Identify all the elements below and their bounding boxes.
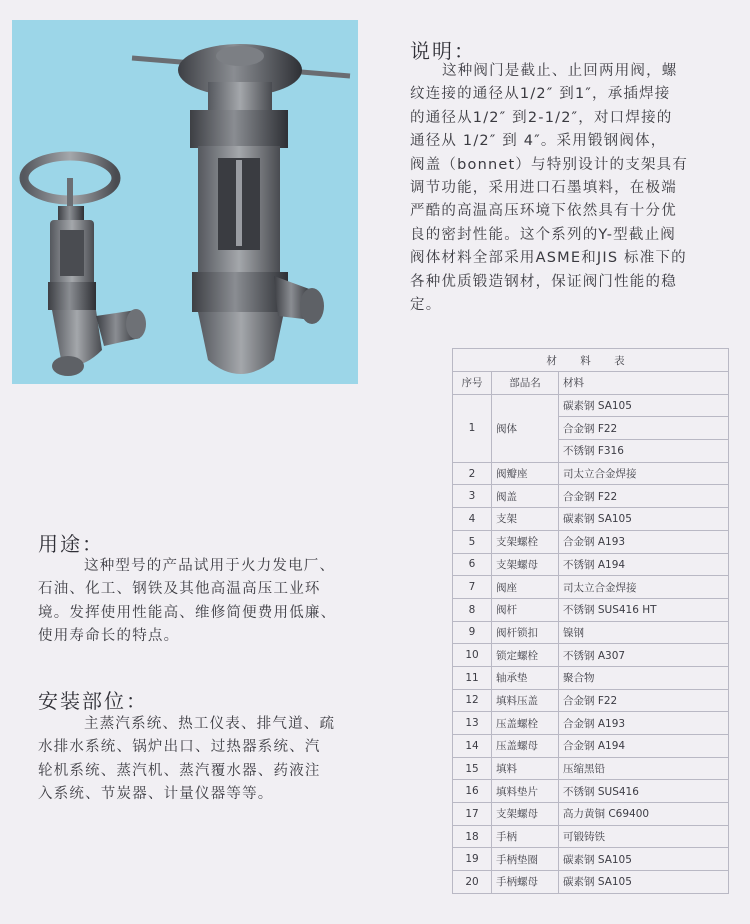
table-row [453,553,729,576]
cell-no: 17 [453,803,492,826]
valve-photo [12,20,358,384]
table-row [453,712,729,735]
cell-part: 填料 [492,757,559,780]
cell-part: 手柄 [492,825,559,848]
description-line: 定。 [410,297,442,314]
cell-material: 聚合物 [559,666,729,689]
table-body [453,462,729,893]
table-title: 材 料 表 [453,349,729,372]
cell-part: 阀座 [492,576,559,599]
cell-material: 碳素钢 SA105 [559,508,729,531]
cell-no: 13 [453,712,492,735]
table-row [453,757,729,780]
description-line: 这种阀门是截止、止回两用阀，螺 [442,63,678,79]
install-line: 主蒸汽系统、热工仪表、排气道、疏 [84,716,336,732]
cell-no: 2 [453,462,492,485]
table-row [453,780,729,803]
cell-material: 司太立合金焊接 [559,462,729,485]
cell-no: 1 [453,394,492,462]
description-line: 各种优质锻造钢材，保证阀门性能的稳 [410,273,677,290]
cell-material: 司太立合金焊接 [559,576,729,599]
cell-material: 不锈钢 A307 [559,644,729,667]
cell-part: 阀体 [492,394,559,462]
table-row [453,621,729,644]
cell-material: 不锈钢 SUS416 [559,780,729,803]
cell-no: 8 [453,598,492,621]
usage-text [38,555,398,649]
usage-line: 石油、化工、钢铁及其他高温高压工业环 [38,581,321,598]
table-row [453,735,729,758]
description-line: 良的密封性能。这个系列的Y-型截止阀 [410,226,676,243]
cell-no: 6 [453,553,492,576]
cell-material: 碳素钢 SA105 [559,848,729,871]
cell-material: 合金钢 F22 [559,689,729,712]
cell-part: 支架螺母 [492,553,559,576]
install-line: 轮机系统、蒸汽机、蒸汽覆水器、药液注 [38,762,321,779]
header-material: 材料 [559,372,729,395]
cell-material: 可锻铸铁 [559,825,729,848]
table-row [453,644,729,667]
cell-material: 合金钢 A193 [559,712,729,735]
cell-part: 阀杆锁扣 [492,621,559,644]
cell-part: 阀瓣座 [492,462,559,485]
install-heading: 安装部位： [38,689,148,713]
table-row [453,530,729,553]
install-line: 水排水系统、锅炉出口、过热器系统、汽 [38,739,321,756]
description-line: 的通径从1/2″ 到2-1/2″，对口焊接的 [410,109,673,126]
cell-no: 7 [453,576,492,599]
cell-material: 合金钢 A194 [559,735,729,758]
cell-material: 合金钢 A193 [559,530,729,553]
cell-no: 19 [453,848,492,871]
cell-no: 14 [453,735,492,758]
header-part: 部品名 [492,372,559,395]
description-line: 通径从 1/2″ 到 4″。采用锻钢阀体， [410,133,667,150]
cell-material: 不锈钢 SUS416 HT [559,598,729,621]
table-row [453,871,729,894]
cell-part: 轴承垫 [492,666,559,689]
table-row [453,666,729,689]
description-heading: 说明： [410,39,476,63]
table-row [453,689,729,712]
install-text [38,713,398,807]
large-valve [132,44,350,374]
table-row [453,485,729,508]
table-row [453,803,729,826]
cell-no: 9 [453,621,492,644]
cell-no: 20 [453,871,492,894]
description-line: 阀盖（bonnet）与特别设计的支架具有 [410,156,689,173]
usage-line: 使用寿命长的特点。 [38,628,180,645]
cell-part: 支架螺栓 [492,530,559,553]
table-row [453,848,729,871]
cell-no: 3 [453,485,492,508]
table-header-row [453,372,729,395]
cell-no: 4 [453,508,492,531]
table-row [453,508,729,531]
cell-part: 支架螺母 [492,803,559,826]
cell-material: 高力黄铜 C69400 [559,803,729,826]
usage-line: 这种型号的产品试用于火力发电厂、 [84,558,336,574]
cell-part: 阀杆 [492,598,559,621]
cell-part: 手柄螺母 [492,871,559,894]
description-line: 调节功能，采用进口石墨填料，在极端 [410,180,677,197]
cell-material: 合金钢 F22 [559,485,729,508]
description-line: 严酷的高温高压环境下依然具有十分优 [410,203,677,220]
usage-heading: 用途： [38,532,104,556]
cell-material: 压缩黑铅 [559,757,729,780]
small-valve [24,156,146,376]
cell-no: 5 [453,530,492,553]
cell-part: 压盖螺栓 [492,712,559,735]
cell-material: 碳素钢 SA105 [559,871,729,894]
table-row [453,598,729,621]
description-line: 阀体材料全部采用ASME和JIS 标准下的 [410,250,687,267]
materials-table [452,348,729,894]
cell-no: 11 [453,666,492,689]
description-line: 纹连接的通径从1/2″ 到1″，承插焊接 [410,86,671,103]
cell-material: 合金钢 F22 [559,417,729,440]
cell-no: 16 [453,780,492,803]
cell-part: 手柄垫圈 [492,848,559,871]
cell-no: 12 [453,689,492,712]
valve-illustration [12,20,358,384]
cell-material: 不锈钢 F316 [559,440,729,463]
cell-part: 填料垫片 [492,780,559,803]
table-row [453,825,729,848]
cell-part: 压盖螺母 [492,735,559,758]
header-no: 序号 [453,372,492,395]
table-row [453,576,729,599]
usage-line: 境。发挥使用性能高、维修简便费用低廉、 [38,604,337,621]
table-title-row [453,349,729,372]
cell-no: 10 [453,644,492,667]
table-row [453,462,729,485]
cell-part: 支架 [492,508,559,531]
cell-part: 锁定螺栓 [492,644,559,667]
cell-material: 镍钢 [559,621,729,644]
cell-part: 填料压盖 [492,689,559,712]
cell-no: 18 [453,825,492,848]
install-line: 入系统、节炭器、计量仪器等等。 [38,786,274,803]
cell-part: 阀盖 [492,485,559,508]
table-row [453,394,729,417]
cell-no: 15 [453,757,492,780]
cell-material: 不锈钢 A194 [559,553,729,576]
cell-material: 碳素钢 SA105 [559,394,729,417]
description-text [410,60,730,317]
